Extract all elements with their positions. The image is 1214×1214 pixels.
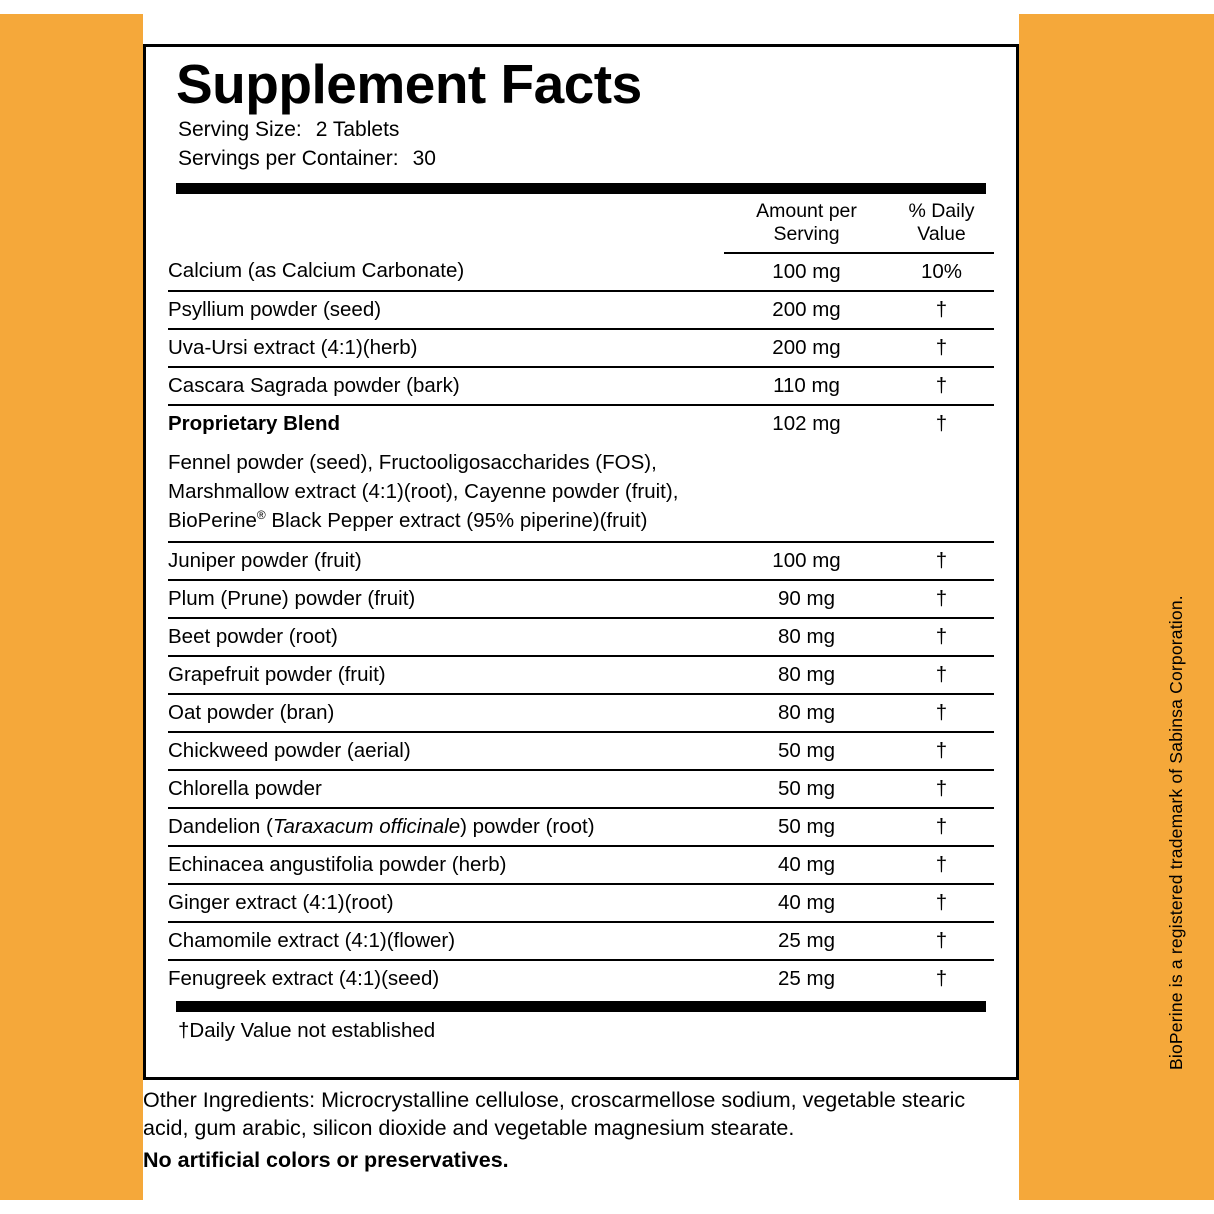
nutrient-dv: † (889, 694, 994, 732)
serving-size-row (178, 116, 994, 144)
serving-size-value: 2 Tablets (315, 118, 400, 142)
supplement-facts-box (143, 44, 1019, 1080)
table-row (168, 618, 994, 656)
nutrient-amount: 80 mg (724, 656, 889, 694)
table-row (168, 960, 994, 997)
dandelion-post: ) powder (root) (460, 815, 595, 839)
blend-line-3 (168, 509, 647, 532)
nutrient-amount: 25 mg (778, 967, 835, 991)
bioperine-name: BioPerine (168, 509, 257, 533)
nutrient-dv: † (889, 808, 994, 846)
nutrient-dv: † (935, 967, 948, 991)
daily-value-footnote: †Daily Value not established (178, 1019, 436, 1043)
bottom-edge-band (0, 1200, 1214, 1214)
nutrient-name: Proprietary Blend (168, 412, 341, 436)
nutrient-dv: † (889, 656, 994, 694)
serving-size-label: Serving Size: (178, 118, 302, 142)
nutrient-amount: 50 mg (724, 808, 889, 846)
blend-line-1: Fennel powder (seed), Fructooligosaccharides (FOS), (168, 451, 657, 475)
nutrient-dv: † (889, 884, 994, 922)
nutrient-name: Psyllium powder (seed) (168, 291, 724, 329)
table-row (168, 656, 994, 694)
nutrient-amount: 50 mg (724, 732, 889, 770)
column-header-amount (724, 194, 889, 253)
dandelion-latin-name: Taraxacum officinale (272, 815, 461, 839)
nutrient-amount: 110 mg (724, 367, 889, 405)
nutrient-name: Chlorella powder (168, 770, 724, 808)
nutrient-name: Chamomile extract (4:1)(flower) (168, 922, 724, 960)
table-bottom-rule (176, 1001, 986, 1012)
other-ingredients-block (143, 1087, 1023, 1175)
nutrient-dv: † (889, 618, 994, 656)
nutrient-amount: 200 mg (724, 329, 889, 367)
nutrient-dv: † (889, 542, 994, 580)
blend-line-3-rest: Black Pepper extract (95% piperine)(fruit) (265, 509, 648, 533)
nutrient-dv: † (889, 770, 994, 808)
nutrient-dv: † (889, 922, 994, 960)
table-row (168, 367, 994, 405)
servings-per-container-value: 30 (412, 146, 436, 170)
amount-line-1: Amount per (756, 200, 857, 223)
nutrient-name: Oat powder (bran) (168, 694, 724, 732)
column-header-daily-value (889, 194, 994, 253)
nutrient-name: Cascara Sagrada powder (bark) (168, 367, 724, 405)
nutrient-name: Ginger extract (4:1)(root) (168, 884, 724, 922)
table-row-proprietary-blend (168, 405, 994, 442)
servings-per-container-label: Servings per Container: (178, 146, 399, 170)
nutrient-name: Calcium (as Calcium Carbonate) (168, 253, 724, 291)
nutrient-name: Echinacea angustifolia powder (herb) (168, 846, 724, 884)
table-row (168, 253, 994, 291)
nutrient-dv: † (889, 329, 994, 367)
nutrient-dv: † (935, 412, 948, 436)
no-artificial-colors-note: No artificial colors or preservatives. (143, 1148, 509, 1173)
registered-mark-icon: ® (256, 508, 266, 523)
nutrient-dv: † (889, 367, 994, 405)
nutrient-dv: † (889, 846, 994, 884)
nutrient-amount: 90 mg (724, 580, 889, 618)
nutrient-amount: 40 mg (724, 884, 889, 922)
nutrient-name: Grapefruit powder (fruit) (168, 656, 724, 694)
amount-line-2: Serving (773, 223, 840, 246)
blend-details-row (168, 442, 994, 542)
other-ingredients-line-1: Other Ingredients: Microcrystalline cellulose, croscarmellose sodium, vegetable stearic (143, 1088, 966, 1112)
table-row (168, 542, 994, 580)
nutrient-amount: 50 mg (724, 770, 889, 808)
nutrient-dv: † (889, 580, 994, 618)
nutrient-dv: † (889, 732, 994, 770)
nutrient-name: Chickweed powder (aerial) (168, 732, 724, 770)
nutrient-name: Plum (Prune) powder (fruit) (168, 580, 724, 618)
nutrient-amount: 80 mg (724, 694, 889, 732)
blend-line-2: Marshmallow extract (4:1)(root), Cayenne powder (fruit), (168, 480, 679, 504)
table-row (168, 291, 994, 329)
nutrient-amount: 200 mg (724, 291, 889, 329)
nutrient-name: Juniper powder (fruit) (168, 542, 724, 580)
table-row (168, 922, 994, 960)
top-edge-band (0, 0, 1214, 14)
nutrient-amount: 102 mg (772, 412, 841, 436)
table-row-dandelion (168, 808, 994, 846)
nutrient-name (168, 808, 724, 846)
nutrient-name: Beet powder (root) (168, 618, 724, 656)
nutrient-amount: 100 mg (724, 542, 889, 580)
nutrient-name: Uva-Ursi extract (4:1)(herb) (168, 329, 724, 367)
other-ingredients-line-2: acid, gum arabic, silicon dioxide and vegetable magnesium stearate. (143, 1115, 795, 1140)
dv-line-2: Value (917, 223, 966, 246)
table-row (168, 580, 994, 618)
nutrient-amount: 100 mg (724, 253, 889, 291)
servings-per-container-row (178, 145, 994, 173)
header-top-rule (176, 183, 986, 194)
dandelion-pre: Dandelion ( (168, 815, 273, 839)
table-row (168, 884, 994, 922)
trademark-sidebar-note: BioPerine is a registered trademark of Sabinsa Corporation. (1166, 595, 1186, 1070)
nutrient-dv: † (889, 291, 994, 329)
blend-details (168, 442, 994, 542)
nutrient-amount: 40 mg (724, 846, 889, 884)
table-row (168, 732, 994, 770)
nutrient-amount: 25 mg (724, 922, 889, 960)
table-row (168, 694, 994, 732)
table-row (168, 846, 994, 884)
table-row (168, 770, 994, 808)
table-row (168, 329, 994, 367)
dv-line-1: % Daily (908, 200, 975, 223)
header-spacer (168, 194, 724, 253)
page-title: Supplement Facts (176, 53, 642, 115)
table-header-row (168, 194, 994, 253)
nutrition-table (168, 194, 994, 997)
nutrient-name: Fenugreek extract (4:1)(seed) (168, 967, 440, 991)
nutrient-amount: 80 mg (724, 618, 889, 656)
nutrient-dv: 10% (889, 253, 994, 291)
